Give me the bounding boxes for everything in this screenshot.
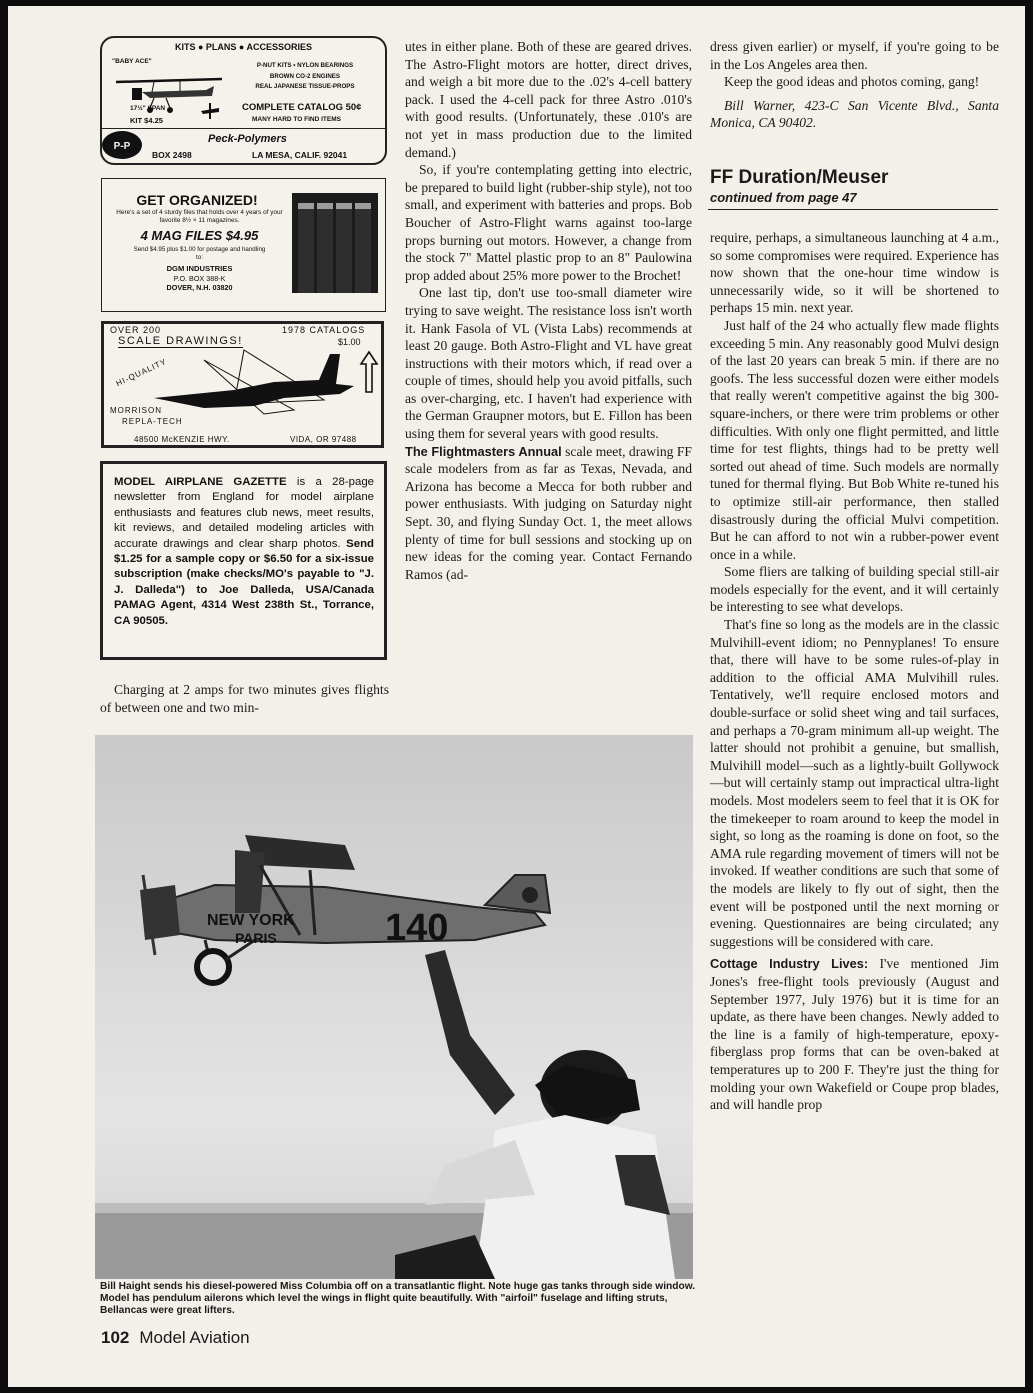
ad-kit-price: KIT $4.25 — [130, 116, 163, 125]
ad-span: 17½" SPAN — [130, 105, 166, 112]
paragraph: dress given earlier) or myself, if you're going to be in the Los Angeles area then. — [710, 39, 999, 72]
morrison-scale-drawings-ad — [101, 321, 384, 448]
get-organized-ad — [101, 178, 386, 312]
photo-image — [95, 735, 693, 1279]
ad-over: OVER 200 — [110, 325, 162, 335]
paragraph-body: I've mentioned Jim Jones's free-flight tools previously (August and September 1977, July 1976) but it is time for an update, as there have been changes. Newly added to the line is a family of high-temperature, epoxy-fiberglass prop forms that can be oven-baked at temperatures up to 200 F. They're just the thing for molding your own Wakefield or Coupe prop blades, and will handle prop — [710, 956, 999, 1113]
paragraph: That's fine so long as the models are in the classic Mulvihill-event idiom; no Pennyplanes! To ensure that, there will have to be some rules-of-play in addition to the official AMA Mulvihill rules. Tentatively, we'll require enclosed motors and double-surface or solid sheet wing and tail surfaces, and perhaps a 70-gram minimum all-up weight. The latter should not prohibit a genuine, but smallish, Mulvihill model—such as a lightly-built Gollywock—but will certainly stamp out impractical ultra-light models. Most modelers seem to feel that it is OK for the timekeeper to roam around to keep the model in sight, so long as the roaming is done on foot, so the AMA rule regarding movement of timers will not be invoked. If weather conditions are such that some of the models are likely to fly out of sight, then the event will be postponed until the next morning or evening. Questionnaires are being circulated; any suggestions will be considered with care. — [710, 617, 999, 949]
gazette-offer: Send $1.25 for a sample copy or $6.50 for a six-issue subscription (make checks/MO's payable to "J. J. Dalleda") to Joe Dalleda, USA/Canada PAMAG Agent, 4314 West 238th St., Torrance, CA 90505. — [114, 537, 374, 627]
ad-postage: Send $4.95 plus $1.00 for postage and handling to: — [133, 246, 266, 261]
column-1-text — [100, 681, 389, 716]
peck-logo-text: P-P — [113, 141, 131, 152]
continued-note: continued from page 47 — [710, 190, 857, 205]
ad-quality: HI-QUALITY — [114, 356, 169, 389]
jet-drawing — [144, 340, 364, 422]
miss-columbia-photo — [95, 735, 693, 1279]
gazette-title: MODEL AIRPLANE GAZETTE — [114, 476, 287, 488]
ad-catalog: COMPLETE CATALOG 50¢ — [242, 102, 362, 113]
paragraph: One last tip, don't use too-small diameter wire trying to save weight. The resistance loss isn't worth it. Hank Fasola of VL (Vista Labs) recommends at least 20 gauge. Both Astro-Flight and VL have great instructions with their motors which, if read over a couple of times, should help you avoid pitfalls, such as over-charging, etc. I haven't had experience with the German Graupner motors, but E. Fillon has been using them for several years with good results. — [405, 285, 692, 442]
paragraph: So, if you're contemplating getting into electric, be prepared to build light (rubber-ship style), not too small, and experiment with batteries and props. Bob Boucher of Astro-Flight warns against too-large props burning out motors. However, a change from the stock 7" Mattel plastic prop to an 8" Paulowina prop added about 25% more power to the Brochet! — [405, 162, 692, 283]
author-signature: Bill Warner, 423-C San Vicente Blvd., Santa Monica, CA 90402. — [710, 97, 999, 131]
ad-address: 48500 McKENZIE HWY. — [134, 435, 230, 444]
ad-price: $1.00 — [338, 337, 361, 347]
ad-box: BOX 2498 — [152, 150, 192, 160]
paragraph — [405, 443, 692, 584]
magazine-name: Model Aviation — [139, 1328, 250, 1347]
peck-polymers-ad — [100, 36, 387, 165]
paragraph: Just half of the 24 who actually flew made flights exceeding 5 min. Any reasonably good Mulvi design of the last 20 years can break 5 min. if there are no goofs. The less successful dozen were either models that really weren't competitive against the big 300-square-inchers, or there were trim problems or other difficulties. With only one flight permitted, and little time for test flights, things had to be pretty well sorted out ahead of time. Such models are normally tuned for thermal flying. But Bob White re-tuned his to optimize still-air performance, then stalled disastrously during the official Mulvi competition. But he can afford to not win a rubber-power event once in a while. — [710, 317, 999, 562]
ad-top-line: KITS ● PLANS ● ACCESSORIES — [174, 42, 313, 52]
ad-desc: Here's a set of 4 sturdy files that holds over 4 years of your favorite 8½ × 11 magazines. — [116, 209, 283, 224]
ad-brand2: REPLA-TECH — [122, 417, 183, 426]
ad-brand1: MORRISON — [110, 406, 162, 415]
column-3-top-text — [710, 38, 999, 132]
peck-logo — [102, 131, 142, 159]
paragraph: require, perhaps, a simultaneous launching at 4 a.m., so some compromises were required. Experience has now shown that the one-hour time window is unnecessarily wide, so it will be shortened to perhaps 15 min. next year. — [710, 230, 999, 316]
column-3-text — [710, 229, 999, 1114]
magazine-page — [8, 6, 1025, 1387]
ad-city: LA MESA, CALIF. 92041 — [252, 150, 348, 160]
ad-title: GET ORGANIZED! — [136, 192, 258, 208]
gazette-body: is a 28-page newsletter from England for model airplane enthusiasts and features club news, meet results, kit reviews, and detailed modeling articles with accurate drawings and clear sharp photos. — [114, 476, 374, 550]
gazette-text — [114, 475, 374, 629]
plane-number: 140 — [385, 907, 449, 949]
page-footer — [101, 1328, 250, 1348]
subhead-flightmasters: The Flightmasters Annual — [405, 443, 562, 459]
ad-divider — [102, 128, 385, 129]
ad-item: P-NUT KITS • NYLON BEARINGS — [256, 62, 354, 69]
paragraph: Charging at 2 amps for two minutes gives flights of between one and two min- — [100, 682, 389, 715]
paragraph: utes in either plane. Both of these are geared drives. The Astro-Flight motors are hotter, direct drives, and weigh a bit more due to the .02's 4-cell battery pack. I used the 4-cell pack for three Astro .010's with good results. (Unfortunately, these .010's are not yet in mass production due to the limited demand.) — [405, 39, 692, 160]
ad-offer: 4 MAG FILES $4.95 — [140, 228, 259, 243]
paragraph — [710, 955, 999, 1113]
ad-catalog-note: MANY HARD TO FIND ITEMS — [252, 116, 341, 123]
plane-marking-1: NEW YORK — [207, 912, 295, 929]
ad-catalog: 1978 CATALOGS — [282, 325, 366, 335]
photo-caption: Bill Haight sends his diesel-powered Miss Columbia off on a transatlantic flight. Note huge gas tanks through side window. Model has pendulum ailerons which level the wings in flight quite beautifully. With "airfoil" fuselage and lifting struts, Bellancas were great lifters. — [100, 1281, 696, 1317]
ad-city: DOVER, N.H. 03820 — [166, 283, 233, 292]
heading-rule — [708, 209, 998, 210]
paragraph: Some fliers are talking of building special still-air models especially for the event, and it will certainly be interesting to see what develops. — [710, 564, 999, 615]
section-heading: FF Duration/Meuser — [710, 167, 889, 188]
ad-items — [230, 61, 380, 93]
arrow-up-icon — [359, 350, 379, 394]
ad-city: VIDA, OR 97488 — [290, 435, 357, 444]
ad-item: REAL JAPANESE TISSUE-PROPS — [255, 83, 355, 90]
ad-item: BROWN CO-2 ENGINES — [269, 72, 341, 80]
subhead-cottage-industry: Cottage Industry Lives: — [710, 956, 869, 972]
ad-brand: Peck-Polymers — [208, 133, 287, 145]
column-2-text — [405, 38, 692, 583]
small-plane-icon — [199, 102, 221, 120]
paragraph-body: scale meet, drawing FF scale modelers from as far as Texas, Nevada, and Arizona has become a Mecca for both rubber and power enthusiasts. With judging on Saturday night Sept. 30, and flying Sunday Oct. 1, the meet allows plenty of time for bull sessions and stocking up on new ideas for the coming year. Contact Fernando Ramos (ad- — [405, 443, 692, 582]
ad-company: DGM INDUSTRIES — [166, 264, 233, 273]
magazine-files-photo — [292, 193, 378, 293]
plane-marking-2: PARIS — [235, 930, 277, 946]
paragraph: Keep the good ideas and photos coming, gang! — [724, 74, 980, 90]
model-airplane-gazette-ad — [100, 461, 387, 660]
ad-model-name: "BABY ACE" — [112, 58, 152, 65]
ad-scale: SCALE DRAWINGS! — [118, 335, 243, 347]
page-number: 102 — [101, 1328, 130, 1347]
ad-box: P.O. BOX 388-K — [173, 274, 226, 283]
